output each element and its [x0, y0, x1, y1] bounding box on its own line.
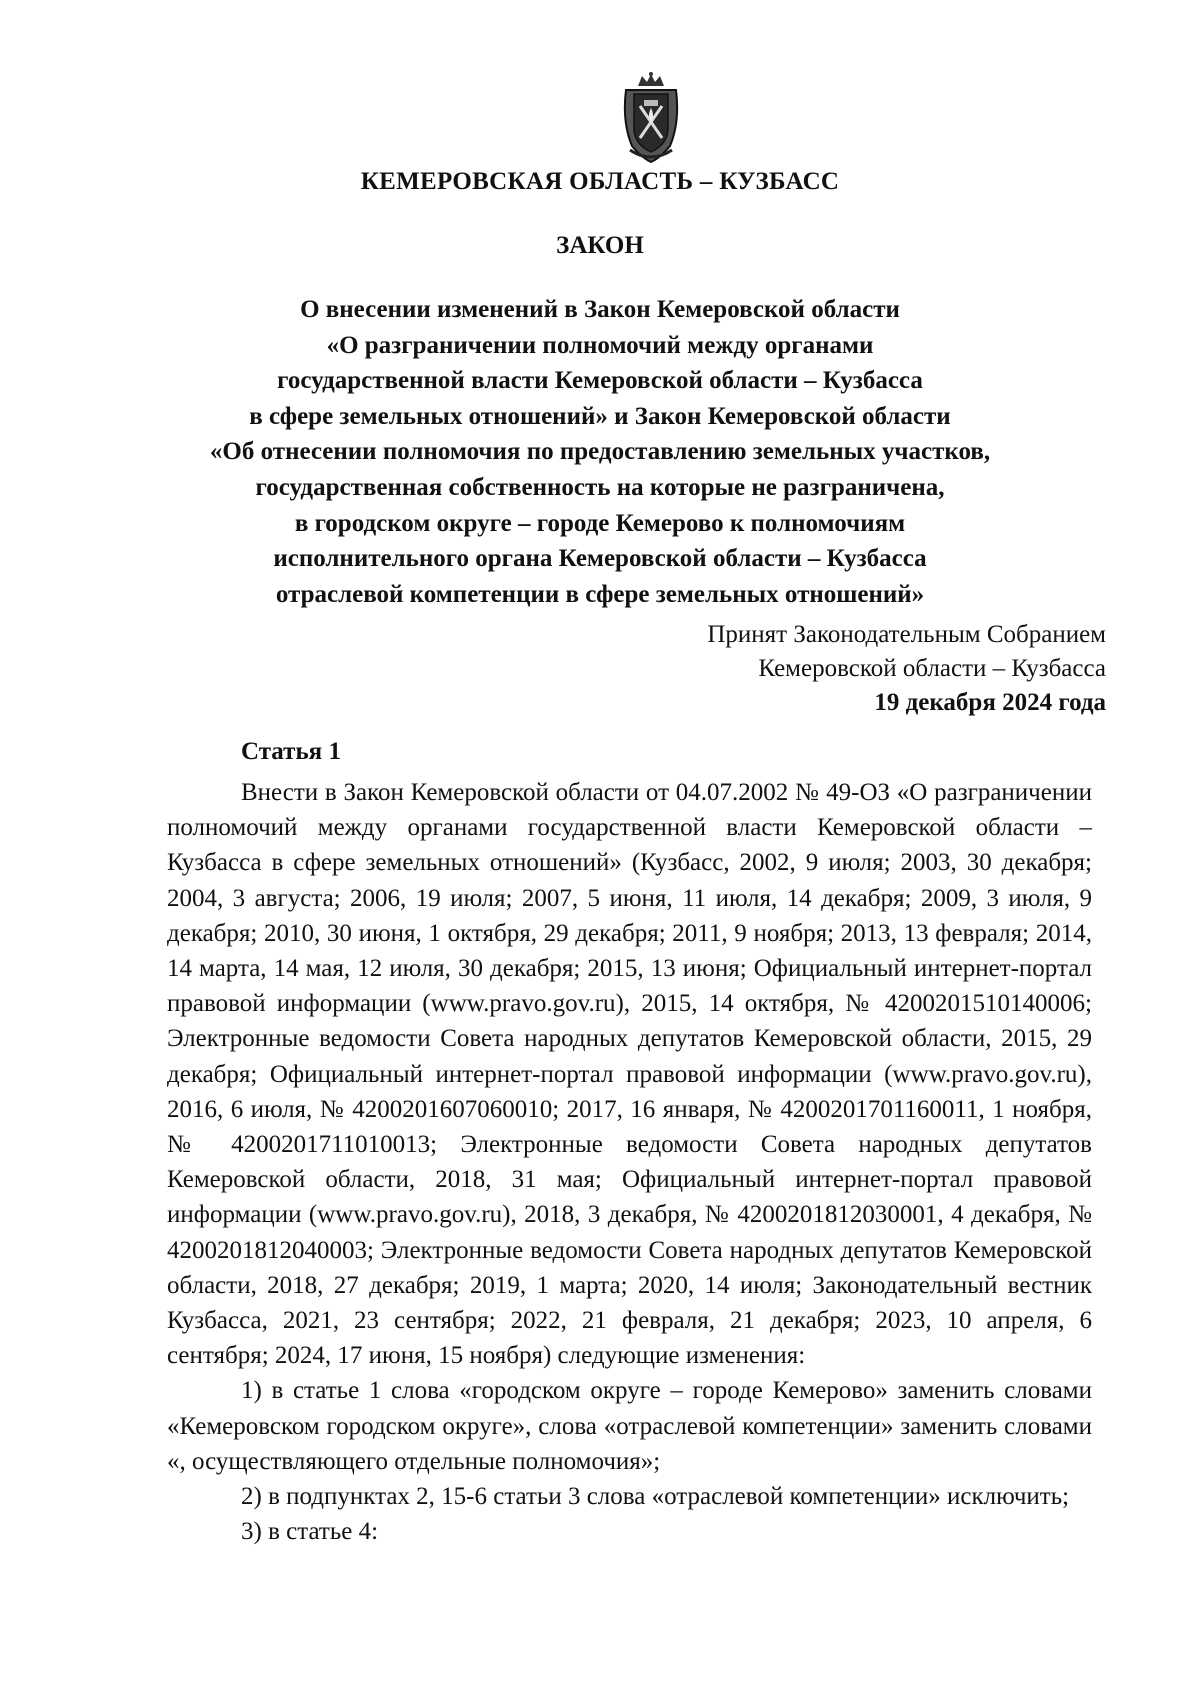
- law-title-line: государственная собственность на которые не разграничена,: [255, 473, 945, 501]
- adoption-block: [707, 618, 1106, 720]
- law-title: [150, 292, 1050, 612]
- article-body: [167, 775, 1092, 1549]
- article-paragraph: 3) в статье 4:: [241, 1518, 379, 1546]
- law-title-line: О внесении изменений в Закон Кемеровской области: [300, 296, 900, 323]
- law-title-line: исполнительного органа Кемеровской области – Кузбасса: [273, 545, 927, 573]
- law-title-line: в городском округе – городе Кемерово к полномочиям: [294, 509, 906, 537]
- adoption-date: 19 декабря 2024 года: [874, 689, 1106, 716]
- law-title-line: отраслевой компетенции в сфере земельных отношений»: [275, 580, 925, 608]
- law-title-line: государственной власти Кемеровской области – Кузбасса: [277, 367, 923, 395]
- article-paragraph: 2) в подпунктах 2, 15-6 статьи 3 слова «отраслевой компетенции» исключить;: [241, 1483, 1070, 1511]
- document-type: ЗАКОН: [556, 232, 644, 259]
- law-title-line: «Об отнесении полномочия по предоставлению земельных участков,: [209, 438, 991, 466]
- region-title: КЕМЕРОВСКАЯ ОБЛАСТЬ – КУЗБАСС: [360, 168, 840, 195]
- adoption-line-1: Принят Законодательным Собранием: [707, 621, 1106, 648]
- law-title-line: в сфере земельных отношений» и Закон Кемеровской области: [249, 402, 951, 430]
- article-paragraph: Внести в Закон Кемеровской области от 04.07.2002 № 49-ОЗ «О разграничении полномочий между органами государственной власти Кемеровской области – Кузбасса в сфере земельных отношений» (Кузбасс, 2002, 9 июля; 2003, 30 декабря; 2004, 3 августа; 2006, 19 июля; 2007, 5 июня, 11 июля, 14 декабря; 2009, 3 июля, 9 декабря; 2010, 30 июня, 1 октября, 29 декабря; 2011, 9 ноября; 2013, 13 февраля; 2014, 14 марта, 14 мая, 12 июля, 30 декабря; 2015, 13 июня; Официальный интернет-портал правовой информации (www.pravo.gov.ru), 2015, 14 октября, № 4200201510140006; Электронные ведомости Совета народных депутатов Кемеровской области, 2015, 29 декабря; Официальный интернет-портал правовой информации (www.pravo.gov.ru), 2016, 6 июля, № 4200201607060010; 2017, 16 января, № 4200201701160011, 1 ноября, № 4200201711010013; Электронные ведомости Совета народных депутатов Кемеровской области, 2018, 31 мая; Официальный интернет-портал правовой информации (www.pravo.gov.ru), 2018, 3 декабря, № 4200201812030001, 4 декабря, № 4200201812040003; Электронные ведомости Совета народных депутатов Кемеровской области, 2018, 27 декабря; 2019, 1 марта; 2020, 14 июля; Законодательный вестник Кузбасса, 2021, 23 сентября; 2022, 21 февраля, 21 декабря; 2023, 10 апреля, 6 сентября; 2024, 17 июня, 15 ноября) следующие изменения:: [167, 779, 1092, 1370]
- article-paragraph: 1) в статье 1 слова «городском округе – городе Кемерово» заменить словами «Кемеровском городском округе», слова «отраслевой компетенции» заменить словами «, осуществляющего отдельные полномочия»;: [167, 1377, 1092, 1475]
- coat-of-arms-emblem: [618, 72, 684, 164]
- article-heading: Статья 1: [241, 738, 341, 765]
- adoption-line-2: Кемеровской области – Кузбасса: [758, 655, 1106, 682]
- law-title-line: «О разграничении полномочий между органами: [326, 331, 874, 359]
